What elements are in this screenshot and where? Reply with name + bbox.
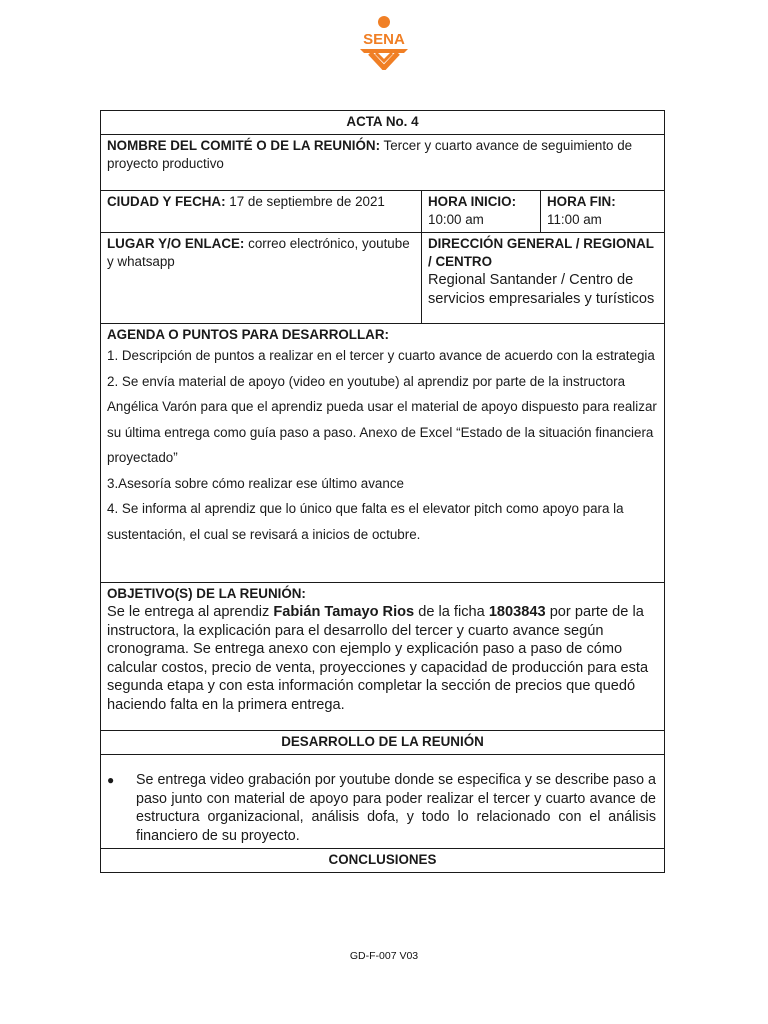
desarrollo-label: DESARROLLO DE LA REUNIÓN bbox=[281, 734, 484, 749]
agenda-row bbox=[101, 324, 665, 583]
nombre-label: NOMBRE DEL COMITÉ O DE LA REUNIÓN: bbox=[107, 138, 381, 153]
ciudad-value: 17 de septiembre de 2021 bbox=[229, 194, 385, 209]
hora-inicio-value: 10:00 am bbox=[428, 212, 484, 227]
agenda-item: 2. Se envía material de apoyo (video en youtube) al aprendiz por parte de la instructora Angélica Varón para que el aprendiz pueda usar el material de apoyo dispuesto para realizar su última entrega como guía paso a paso. Anexo de Excel “Estado de la situación financiera proyectado” bbox=[107, 373, 657, 465]
lugar-value: correo electrónico, youtube y whatsapp bbox=[107, 236, 410, 269]
nombre-value: Tercer y cuarto avance de seguimiento de proyecto productivo bbox=[107, 138, 633, 171]
ciudad-label: CIUDAD Y FECHA: bbox=[107, 194, 226, 209]
hora-fin-value: 11:00 am bbox=[547, 212, 602, 227]
objetivo-label: OBJETIVO(S) DE LA REUNIÓN: bbox=[107, 586, 306, 601]
objetivo-part2: de la ficha bbox=[414, 604, 489, 620]
acta-title: ACTA No. 4 bbox=[346, 114, 419, 129]
direccion-value: Regional Santander / Centro de servicios empresariales y turísticos bbox=[428, 272, 655, 307]
ficha-number: 1803843 bbox=[488, 604, 546, 620]
ciudad-hora-row bbox=[101, 191, 665, 233]
acta-table bbox=[100, 110, 665, 873]
agenda-item: 3.Asesoría sobre cómo realizar ese último avance bbox=[107, 475, 404, 491]
hora-inicio-label: HORA INICIO: bbox=[428, 194, 517, 209]
aprendiz-name: Fabián Tamayo Rios bbox=[273, 604, 415, 620]
nombre-row bbox=[101, 135, 665, 191]
document-code: GD-F-007 V03 bbox=[349, 950, 419, 962]
agenda-item: 1. Descripción de puntos a realizar en el tercer y cuarto avance de acuerdo con la estrategia bbox=[107, 348, 655, 363]
agenda-label: AGENDA O PUNTOS PARA DESARROLLAR: bbox=[107, 327, 389, 342]
direccion-label: DIRECCIÓN GENERAL / REGIONAL / CENTRO bbox=[428, 236, 654, 269]
objetivo-row bbox=[101, 583, 665, 731]
sena-logo bbox=[354, 14, 414, 70]
objetivo-text bbox=[107, 603, 658, 714]
desarrollo-row bbox=[101, 755, 665, 849]
hora-fin-label: HORA FIN: bbox=[547, 194, 616, 209]
conclusiones-label: CONCLUSIONES bbox=[328, 852, 437, 867]
lugar-direccion-row bbox=[101, 233, 665, 324]
objetivo-part1: Se le entrega al aprendiz bbox=[107, 604, 274, 620]
desarrollo-item: ● Se entrega video grabación por youtube donde se especifica y se describe paso a paso junto con material de apoyo para poder realizar el tercer y cuarto avance de estructura organizacional, análisis dofa, y todo lo relacionado con el análisis financiero de su proyecto. bbox=[128, 771, 656, 845]
objetivo-part3: por parte de la instructora, la explicación para el desarrollo del tercer y cuarto avance según cronograma. Se entrega anexo con ejemplo y explicación paso a paso de cómo calcular costos, precio de venta, proyecciones y capacidad de producción para esta segunda etapa y con esta información completar la sección de precios que quedó haciendo falta en la primera entrega. bbox=[107, 604, 649, 713]
sena-logo-text: SENA bbox=[363, 31, 405, 48]
desarrollo-list bbox=[107, 771, 656, 845]
lugar-label: LUGAR Y/O ENLACE: bbox=[107, 236, 245, 251]
conclusiones-row bbox=[101, 849, 665, 873]
desarrollo-header-row bbox=[101, 731, 665, 755]
acta-title-row bbox=[101, 111, 665, 135]
agenda-item: 4. Se informa al aprendiz que lo único que falta es el elevator pitch como apoyo para la sustentación, el cual se revisará a inicios de octubre. bbox=[107, 501, 624, 542]
